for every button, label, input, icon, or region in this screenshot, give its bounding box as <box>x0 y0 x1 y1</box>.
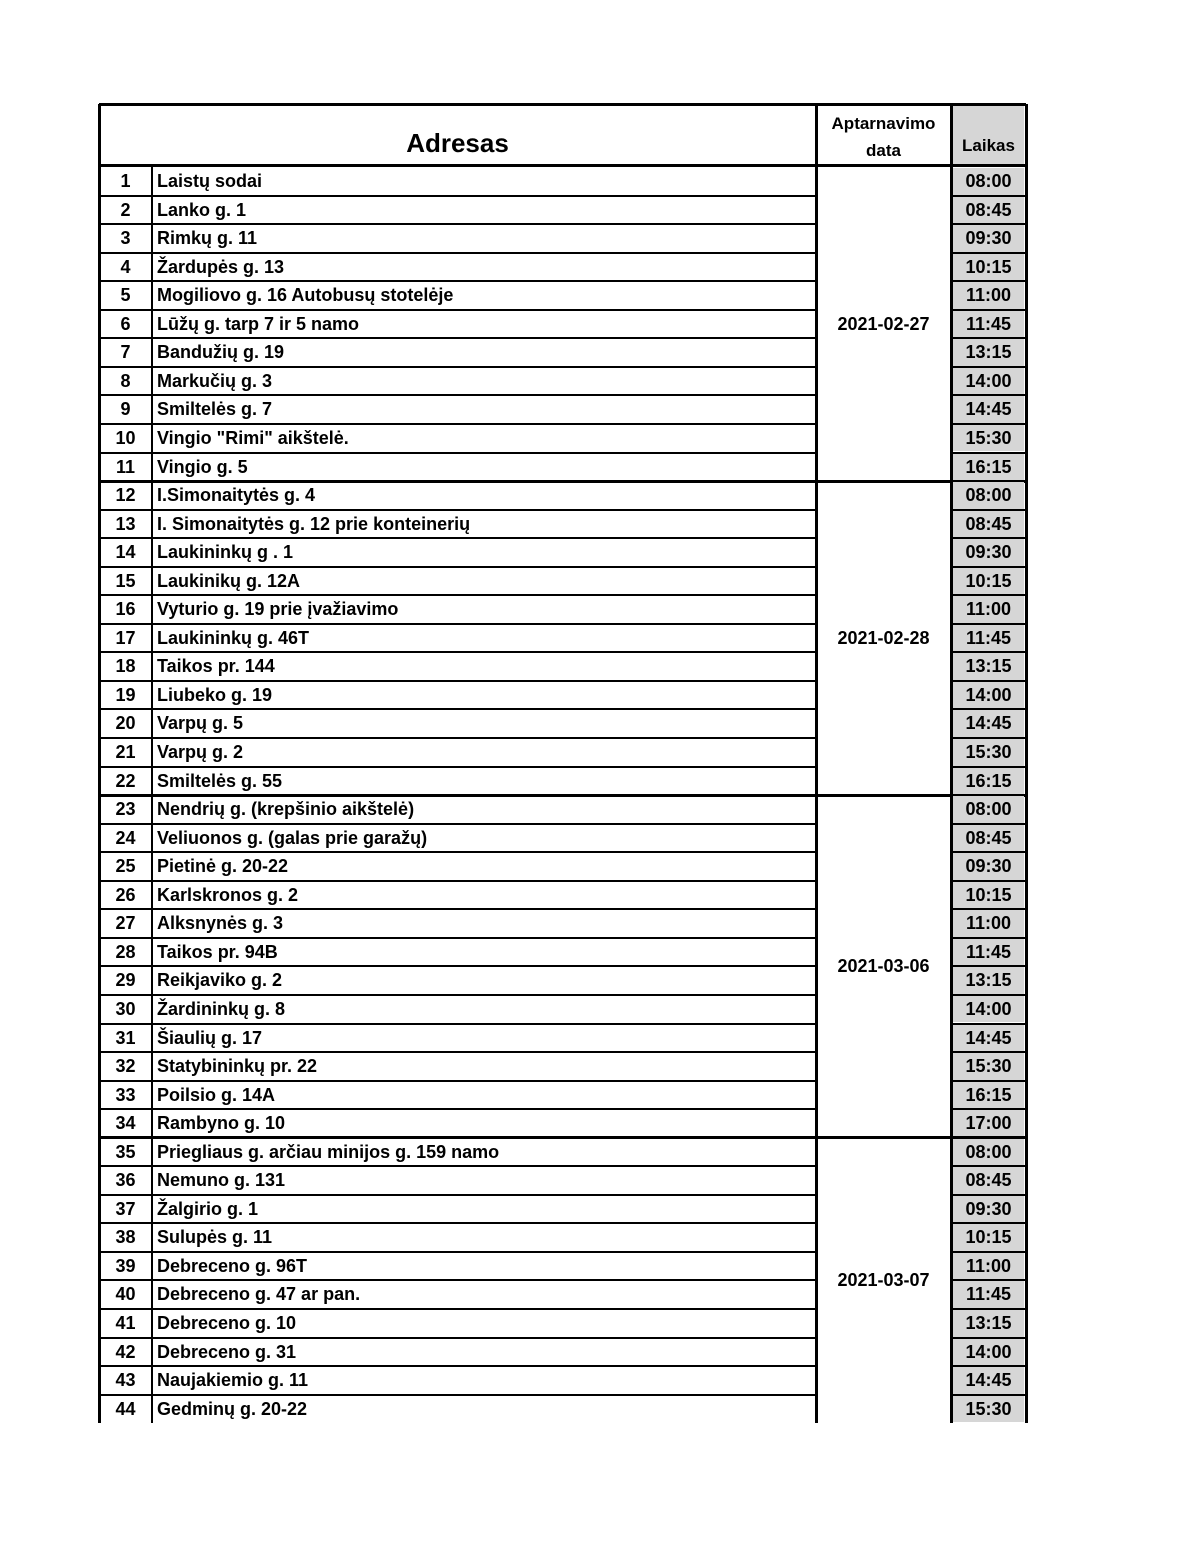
row-number: 7 <box>120 342 131 363</box>
time-cell: 14:00 <box>965 684 1012 705</box>
row-number: 3 <box>120 228 131 249</box>
row-number: 21 <box>115 742 136 762</box>
time-cell: 11:00 <box>965 913 1012 934</box>
address-cell: Liubeko g. 19 <box>157 684 273 705</box>
address-cell: Reikjaviko g. 2 <box>157 970 283 991</box>
time-cell: 11:00 <box>965 599 1012 620</box>
row-number: 9 <box>120 399 131 420</box>
time-cell: 11:45 <box>965 313 1012 334</box>
address-cell: Nemuno g. 131 <box>157 1170 286 1191</box>
row-number: 29 <box>115 970 136 991</box>
service-date-cell: 2021-03-06 <box>837 956 930 977</box>
row-number: 40 <box>115 1284 136 1305</box>
service-date-cell: 2021-02-28 <box>837 628 930 649</box>
address-cell: Žalgirio g. 1 <box>157 1198 259 1219</box>
row-number: 28 <box>115 941 136 962</box>
address-cell: Alksnynės g. 3 <box>157 913 284 934</box>
time-cell: 16:15 <box>965 770 1012 791</box>
row-number: 34 <box>115 1113 136 1134</box>
time-cell: 17:00 <box>965 1113 1012 1134</box>
address-column-border <box>815 104 818 1423</box>
time-cell: 08:00 <box>965 485 1012 506</box>
time-cell: 08:45 <box>965 513 1012 534</box>
time-cell: 11:45 <box>965 941 1012 962</box>
row-number: 37 <box>115 1198 136 1219</box>
time-cell: 14:00 <box>965 998 1012 1019</box>
header-bottom-border <box>99 164 1026 167</box>
address-cell: Smiltelės g. 7 <box>157 399 273 420</box>
time-cell: 09:30 <box>965 228 1012 249</box>
row-number: 11 <box>115 456 136 477</box>
time-cell: 10:15 <box>965 256 1012 277</box>
row-number: 19 <box>115 684 136 705</box>
address-cell: Pietinė g. 20-22 <box>157 856 289 877</box>
row-number: 17 <box>115 627 136 648</box>
row-number: 33 <box>115 1084 136 1105</box>
row-number: 15 <box>115 570 136 591</box>
address-cell: Sulupės g. 11 <box>157 1227 273 1248</box>
address-cell: Rimkų g. 11 <box>157 228 258 249</box>
time-cell: 16:15 <box>965 1084 1012 1105</box>
row-number: 38 <box>115 1227 136 1248</box>
row-number: 4 <box>120 256 131 277</box>
time-cell: 16:15 <box>965 456 1012 477</box>
address-cell: Laukinikų g. 12A <box>157 570 301 591</box>
address-cell: Lūžų g. tarp 7 ir 5 namo <box>157 313 360 334</box>
time-cell: 10:15 <box>965 1227 1012 1248</box>
service-date-cell: 2021-03-07 <box>837 1269 930 1290</box>
time-cell: 11:45 <box>965 1284 1012 1305</box>
row-number: 43 <box>115 1370 136 1391</box>
row-number: 6 <box>120 313 131 334</box>
address-cell: I.Simonaitytės g. 4 <box>157 485 316 506</box>
time-cell: 13:15 <box>965 342 1012 363</box>
service-date-header-line1: Aptarnavimo <box>831 114 936 133</box>
address-header: Adresas <box>406 128 509 158</box>
row-number: 26 <box>115 884 136 905</box>
address-cell: Statybininkų pr. 22 <box>157 1056 318 1077</box>
time-cell: 08:45 <box>965 1170 1012 1191</box>
address-cell: Poilsio g. 14A <box>157 1084 276 1105</box>
row-number: 2 <box>120 199 131 220</box>
service-date-header-line2: data <box>866 141 901 160</box>
time-cell: 14:00 <box>965 370 1012 391</box>
row-number: 25 <box>115 856 136 877</box>
address-cell: Taikos pr. 144 <box>157 656 275 677</box>
time-cell: 08:00 <box>965 171 1012 191</box>
address-cell: Priegliaus g. arčiau minijos g. 159 namo <box>157 1141 500 1162</box>
row-number: 39 <box>115 1255 136 1276</box>
time-cell: 08:00 <box>965 799 1012 820</box>
row-number: 36 <box>115 1170 136 1191</box>
address-cell: Debreceno g. 31 <box>157 1341 297 1362</box>
row-number: 12 <box>115 485 136 506</box>
row-number: 31 <box>115 1027 136 1048</box>
time-cell: 14:00 <box>965 1341 1012 1362</box>
row-number: 20 <box>115 713 136 734</box>
row-number: 23 <box>115 799 136 820</box>
address-cell: Debreceno g. 47 ar pan. <box>157 1284 361 1305</box>
row-number: 13 <box>115 513 136 534</box>
address-cell: Varpų g. 5 <box>157 713 244 734</box>
row-number: 32 <box>115 1056 136 1077</box>
row-number: 22 <box>115 770 136 791</box>
time-cell: 09:30 <box>965 856 1012 877</box>
row-number: 1 <box>120 171 131 191</box>
address-cell: Laistų sodai <box>157 171 263 191</box>
time-cell: 11:45 <box>965 627 1012 648</box>
address-cell: Žardininkų g. 8 <box>157 998 286 1019</box>
time-cell: 11:00 <box>965 285 1012 306</box>
address-cell: Nendrių g. (krepšinio aikštelė) <box>157 799 415 820</box>
time-cell: 08:45 <box>965 827 1012 848</box>
row-number: 8 <box>120 370 131 391</box>
time-header: Laikas <box>962 136 1015 155</box>
address-cell: Žardupės g. 13 <box>157 256 285 277</box>
time-cell: 15:30 <box>965 427 1012 448</box>
address-cell: Varpų g. 2 <box>157 742 244 762</box>
row-number: 18 <box>115 656 136 677</box>
address-cell: Veliuonos g. (galas prie garažų) <box>157 827 428 848</box>
address-cell: Debreceno g. 96T <box>157 1255 308 1276</box>
time-cell: 08:00 <box>965 1141 1012 1162</box>
time-cell: 13:15 <box>965 656 1012 677</box>
time-cell: 09:30 <box>965 1198 1012 1219</box>
row-number: 24 <box>115 827 136 848</box>
address-cell: Vingio g. 5 <box>157 456 248 477</box>
row-number: 10 <box>115 427 136 448</box>
time-cell: 09:30 <box>965 542 1012 563</box>
address-cell: Mogiliovo g. 16 Autobusų stotelėje <box>157 285 454 306</box>
row-number: 41 <box>115 1313 136 1333</box>
time-cell: 13:15 <box>965 970 1012 991</box>
time-cell: 15:30 <box>965 1398 1012 1419</box>
row-number: 30 <box>115 998 136 1019</box>
address-cell: Laukininkų g . 1 <box>157 542 294 563</box>
time-cell: 14:45 <box>965 1370 1012 1391</box>
address-cell: Smiltelės g. 55 <box>157 770 283 791</box>
row-number: 35 <box>115 1141 136 1162</box>
row-number: 16 <box>115 599 136 620</box>
table-left-border <box>98 104 101 1423</box>
row-number: 27 <box>115 913 136 934</box>
time-cell: 13:15 <box>965 1313 1012 1333</box>
row-number: 14 <box>115 542 136 563</box>
table-right-border <box>1025 104 1028 1423</box>
time-cell: 14:45 <box>965 399 1012 420</box>
row-number: 42 <box>115 1341 136 1362</box>
time-cell: 08:45 <box>965 199 1012 220</box>
time-cell: 11:00 <box>965 1255 1012 1276</box>
address-cell: Gedminų g. 20-22 <box>157 1398 308 1419</box>
address-cell: I. Simonaitytės g. 12 prie konteinerių <box>157 513 471 534</box>
time-cell: 14:45 <box>965 713 1012 734</box>
time-cell: 14:45 <box>965 1027 1012 1048</box>
time-cell: 15:30 <box>965 742 1012 762</box>
address-cell: Laukininkų g. 46T <box>157 627 310 648</box>
address-cell: Lanko g. 1 <box>157 199 247 220</box>
address-cell: Karlskronos g. 2 <box>157 884 299 905</box>
time-cell: 10:15 <box>965 884 1012 905</box>
row-number: 5 <box>120 285 131 306</box>
address-cell: Vingio "Rimi" aikštelė. <box>157 427 349 448</box>
address-cell: Markučių g. 3 <box>157 370 273 391</box>
address-cell: Vyturio g. 19 prie įvažiavimo <box>157 599 399 620</box>
number-column-border <box>151 165 153 1423</box>
address-cell: Taikos pr. 94B <box>157 941 278 962</box>
row-number: 44 <box>115 1398 136 1419</box>
time-cell: 10:15 <box>965 570 1012 591</box>
date-column-border <box>950 104 953 1423</box>
address-cell: Debreceno g. 10 <box>157 1313 297 1333</box>
address-cell: Šiaulių g. 17 <box>157 1027 263 1048</box>
address-cell: Rambyno g. 10 <box>157 1113 286 1134</box>
table-top-border <box>99 103 1026 106</box>
address-cell: Naujakiemio g. 11 <box>157 1370 309 1391</box>
address-cell: Bandužių g. 19 <box>157 342 285 363</box>
service-date-cell: 2021-02-27 <box>837 314 930 334</box>
time-cell: 15:30 <box>965 1056 1012 1077</box>
